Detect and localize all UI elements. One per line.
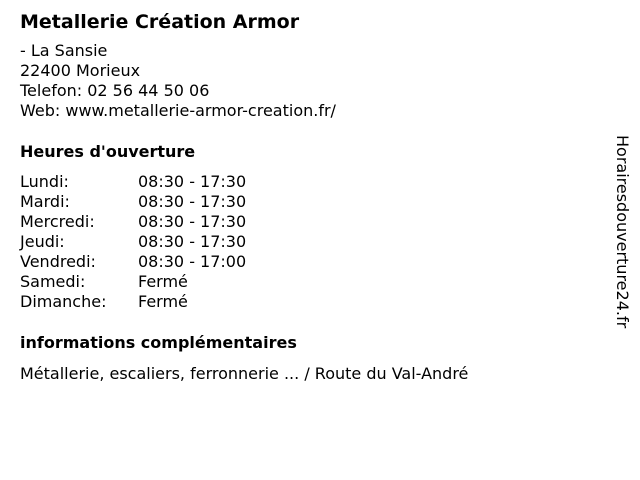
address-line-2: 22400 Morieux <box>20 61 141 80</box>
hours-day: Mercredi: <box>20 212 95 231</box>
info-title: informations complémentaires <box>20 333 297 352</box>
hours-time: Fermé <box>138 292 188 311</box>
hours-time: 08:30 - 17:30 <box>138 212 247 231</box>
hours-row-tuesday <box>20 192 600 212</box>
hours-table <box>20 172 600 312</box>
hours-time: 08:30 - 17:00 <box>138 252 247 271</box>
hours-day: Mardi: <box>20 192 70 211</box>
hours-row-monday <box>20 172 600 192</box>
hours-time: Fermé <box>138 272 188 291</box>
hours-day: Samedi: <box>20 272 86 291</box>
hours-day: Dimanche: <box>20 292 107 311</box>
hours-time: 08:30 - 17:30 <box>138 192 247 211</box>
business-card <box>20 10 600 384</box>
hours-day: Jeudi: <box>20 232 65 251</box>
hours-day: Vendredi: <box>20 252 96 271</box>
hours-title: Heures d'ouverture <box>20 142 196 161</box>
address-block <box>20 41 600 121</box>
hours-row-friday <box>20 252 600 272</box>
address-line-1: - La Sansie <box>20 41 108 60</box>
hours-row-thursday <box>20 232 600 252</box>
hours-row-sunday <box>20 292 600 312</box>
website: Web: www.metallerie-armor-creation.fr/ <box>20 101 336 120</box>
info-text: Métallerie, escaliers, ferronnerie ... / Route du Val-André <box>20 364 469 383</box>
hours-time: 08:30 - 17:30 <box>138 232 247 251</box>
brand-watermark-text: Horairesdouverture24.fr <box>613 135 632 329</box>
hours-row-saturday <box>20 272 600 292</box>
phone-number: Telefon: 02 56 44 50 06 <box>20 81 210 100</box>
hours-day: Lundi: <box>20 172 69 191</box>
hours-row-wednesday <box>20 212 600 232</box>
hours-time: 08:30 - 17:30 <box>138 172 247 191</box>
business-name: Metallerie Création Armor <box>20 11 300 33</box>
